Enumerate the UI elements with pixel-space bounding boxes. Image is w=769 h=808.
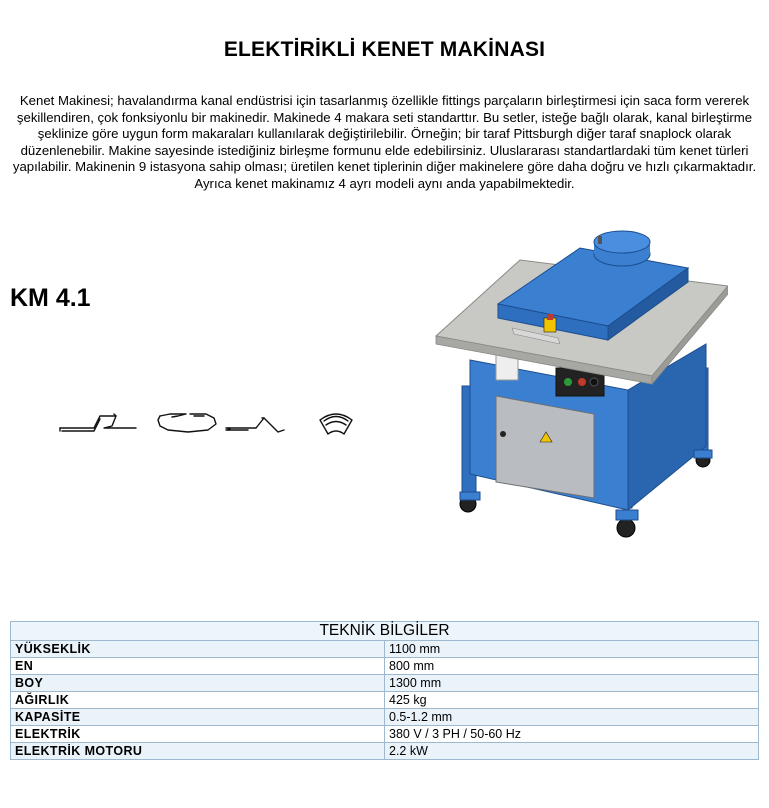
spec-label: EN	[11, 658, 385, 675]
specs-header: TEKNİK BİLGİLER	[11, 622, 759, 641]
table-row	[11, 675, 759, 692]
technical-specs-table	[10, 621, 759, 760]
spec-value: 1100 mm	[385, 641, 759, 658]
table-row	[11, 726, 759, 743]
spec-label: ELEKTRİK MOTORU	[11, 743, 385, 760]
table-row	[11, 641, 759, 658]
spec-value: 2.2 kW	[385, 743, 759, 760]
spec-value: 0.5-1.2 mm	[385, 709, 759, 726]
seam-profiles	[58, 406, 368, 442]
snaplock-seam-icon	[158, 414, 216, 432]
pittsburgh-seam-icon	[60, 414, 136, 431]
spec-value: 380 V / 3 PH / 50-60 Hz	[385, 726, 759, 743]
spec-label: AĞIRLIK	[11, 692, 385, 709]
table-row	[11, 692, 759, 709]
spec-label: KAPASİTE	[11, 709, 385, 726]
page-title: ELEKTİRİKLİ KENET MAKİNASI	[223, 38, 546, 61]
spec-value: 1300 mm	[385, 675, 759, 692]
elbow-seam-icon	[320, 414, 352, 434]
spec-label: YÜKSEKLİK	[11, 641, 385, 658]
spec-label: BOY	[11, 675, 385, 692]
spec-value: 800 mm	[385, 658, 759, 675]
table-row	[11, 658, 759, 675]
spec-label: ELEKTRİK	[11, 726, 385, 743]
hook-seam-icon	[226, 418, 284, 432]
spec-value: 425 kg	[385, 692, 759, 709]
table-row	[11, 709, 759, 726]
lock-forming-machine-photo	[428, 228, 728, 558]
description-paragraph: Kenet Makinesi; havalandırma kanal endüstrisi için tasarlanmış özellikle fittings parçaların birleştirmesi için saca form vererek şekillendiren, çok fonksiyonlu bir makinedir. Makinede 4 makara seti standarttır. Bu setler, isteğe bağlı olarak, kanal birleştirme şeklinize göre uygun form makaraları kullanılarak değiştirilebilir. Örneğin; bir taraf Pittsburgh diğer taraf snaplock olarak düzenlenebilir. Makine sayesinde istediğiniz birleşme formunu elde edebilirsiniz. Uluslararası standartlardaki tüm kenet türleri yapılabilir. Makinenin 9 istasyona sahip olması; üretilen kenet tiplerinin diğer makinelere göre daha doğru ve hızlı çıkarmaktadır. Ayrıca kenet makinamız 4 ayrı modeli aynı anda yapabilmektedir.	[12, 93, 757, 191]
table-row	[11, 743, 759, 760]
model-name: KM 4.1	[10, 284, 91, 312]
